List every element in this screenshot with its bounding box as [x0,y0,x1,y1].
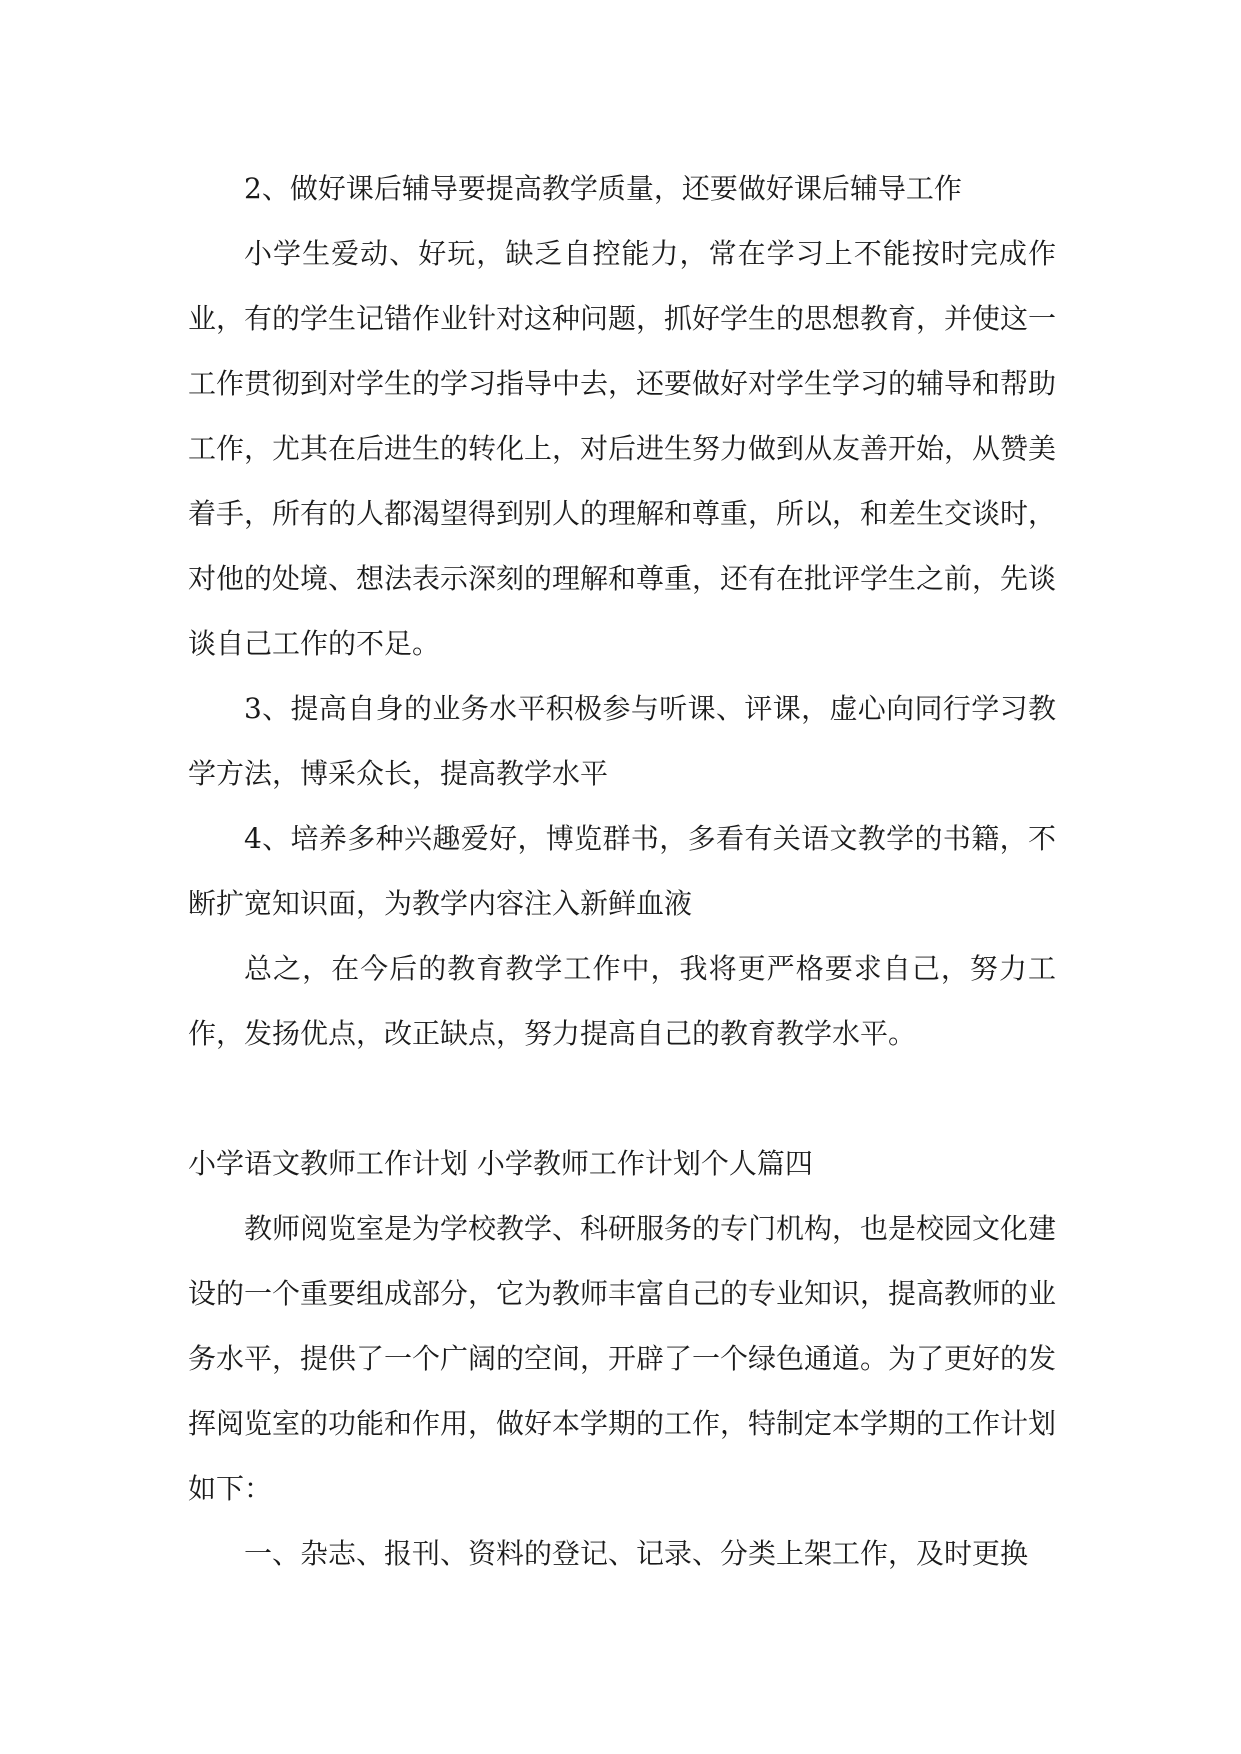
paragraph-tutoring-body: 小学生爱动、好玩，缺乏自控能力，常在学习上不能按时完成作业，有的学生记错作业针对这种问题，抓好学生的思想教育，并使这一工作贯彻到对学生的学习指导中去，还要做好对学生学习的辅导和帮助工作，尤其在后进生的转化上，对后进生努力做到从友善开始，从赞美着手，所有的人都渴望得到别人的理解和尊重，所以，和差生交谈时，对他的处境、想法表示深刻的理解和尊重，还有在批评学生之前，先谈谈自己工作的不足。 [188,237,1057,660]
section-heading: 小学语文教师工作计划 小学教师工作计划个人篇四 [188,1147,813,1180]
paragraph-item-one: 一、杂志、报刊、资料的登记、记录、分类上架工作，及时更换 [244,1537,1029,1570]
paragraph-summary: 总之，在今后的教育教学工作中，我将更严格要求自己，努力工作，发扬优点，改正缺点，努力提高自己的教育教学水平。 [188,952,1056,1050]
paragraph-professional-level: 3、提高自身的业务水平积极参与听课、评课，虚心向同行学习教学方法，博采众长，提高教学水平 [188,692,1056,790]
paragraph-interests: 4、培养多种兴趣爱好，博览群书，多看有关语文教学的书籍，不断扩宽知识面，为教学内容注入新鲜血液 [188,822,1056,920]
paragraph-tutoring-title: 2、做好课后辅导要提高教学质量，还要做好课后辅导工作 [244,172,962,205]
document-body [188,156,1056,1586]
paragraph-reading-room-intro: 教师阅览室是为学校教学、科研服务的专门机构，也是校园文化建设的一个重要组成部分，它为教师丰富自己的专业知识，提高教师的业务水平，提供了一个广阔的空间，开辟了一个绿色通道。为了更好的发挥阅览室的功能和作用，做好本学期的工作，特制定本学期的工作计划如下： [188,1212,1057,1505]
